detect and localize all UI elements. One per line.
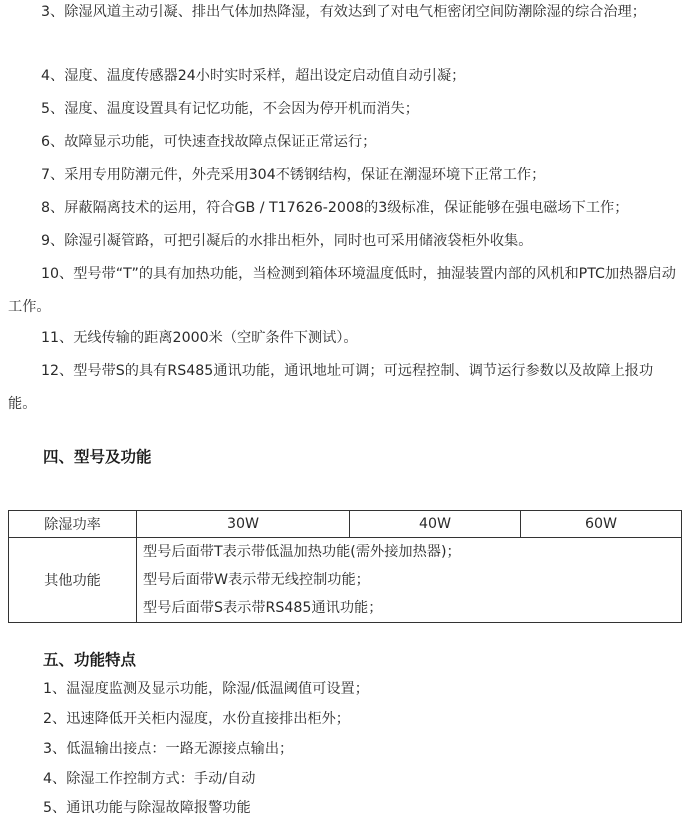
feature-item-1: 1、温湿度监测及显示功能，除湿/低温阈值可设置；: [43, 681, 369, 697]
paragraph-7: 7、采用专用防潮元件，外壳采用304不锈钢结构，保证在潮湿环境下正常工作；: [41, 167, 546, 183]
power-label-cell: 除湿功率: [9, 511, 137, 538]
paragraph-4: 4、湿度、温度传感器24小时实时采样，超出设定启动值自动引凝；: [41, 68, 466, 84]
paragraph-9: 9、除湿引凝管路，可把引凝后的水排出柜外，同时也可采用储液袋柜外收集。: [41, 233, 533, 249]
other-function-w: 型号后面带W表示带无线控制功能；: [143, 572, 370, 588]
model-function-table: [8, 510, 682, 623]
other-function-t: 型号后面带T表示带低温加热功能(需外接加热器)；: [143, 544, 461, 560]
feature-item-3: 3、低温输出接点：一路无源接点输出；: [43, 741, 294, 757]
paragraph-5: 5、湿度、温度设置具有记忆功能，不会因为停开机而消失；: [41, 101, 419, 117]
paragraph-10: 10、型号带“T”的具有加热功能，当检测到箱体环境温度低时，抽湿装置内部的风机和PTC加热器启动工作。: [8, 266, 676, 315]
paragraph-6: 6、故障显示功能，可快速查找故障点保证正常运行；: [41, 134, 377, 150]
table-row-power: [9, 511, 682, 538]
paragraph-12: 12、型号带S的具有RS485通讯功能，通讯地址可调；可远程控制、调节运行参数以及故障上报功能。: [8, 363, 654, 412]
other-label-cell: 其他功能: [9, 538, 137, 623]
feature-item-5: 5、通讯功能与除湿故障报警功能: [43, 800, 251, 816]
feature-item-4: 4、除湿工作控制方式：手动/自动: [43, 771, 256, 787]
section-5-heading: 五、功能特点: [43, 651, 137, 669]
power-30w-cell: 30W: [137, 511, 350, 538]
section-4-heading: 四、型号及功能: [43, 448, 152, 466]
paragraph-8: 8、屏蔽隔离技术的运用，符合GB / T17626-2008的3级标准，保证能够在强电磁场下工作；: [41, 200, 629, 216]
paragraph-3: 3、除湿风道主动引凝、排出气体加热降湿，有效达到了对电气柜密闭空间防潮除湿的综合治理；: [41, 4, 646, 20]
other-function-s: 型号后面带S表示带RS485通讯功能；: [143, 600, 383, 616]
feature-item-2: 2、迅速降低开关柜内湿度，水份直接排出柜外；: [43, 711, 350, 727]
power-40w-cell: 40W: [350, 511, 521, 538]
power-60w-cell: 60W: [521, 511, 682, 538]
other-functions-cell: [137, 538, 682, 623]
paragraph-11: 11、无线传输的距离2000米（空旷条件下测试）。: [41, 330, 358, 346]
table-row-other: [9, 538, 682, 623]
